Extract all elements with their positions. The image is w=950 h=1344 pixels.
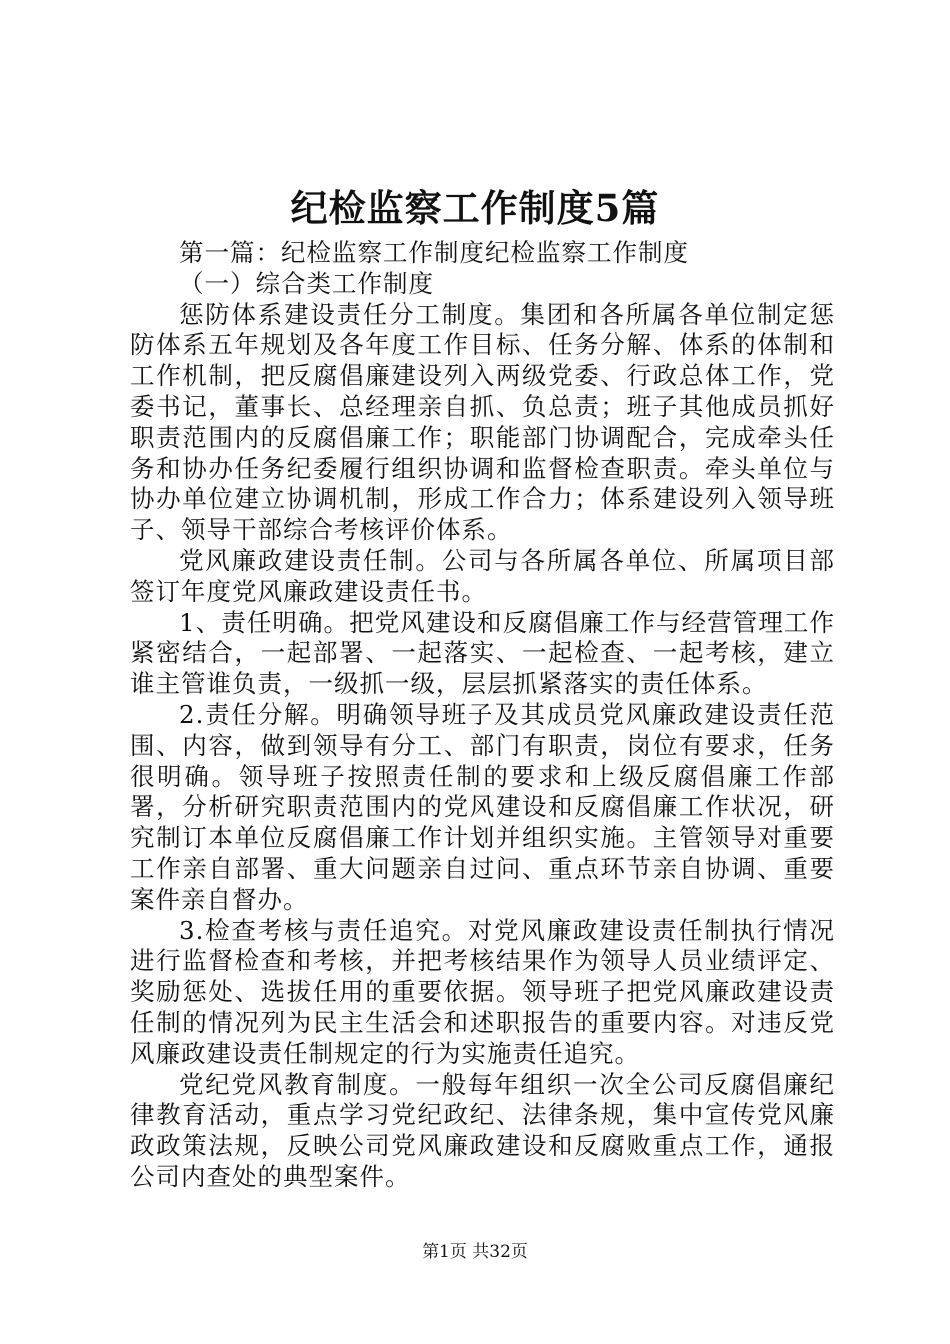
paragraph: 3.检查考核与责任追究。对党风廉政建设责任制执行情况进行监督检查和考核，并把考核结果作为领导人员业绩评定、奖励惩处、选拔任用的重要依据。领导班子把党风廉政建设责任制的情况列为民主生活会和述职报告的重要内容。对违反党风廉政建设责任制规定的行为实施责任追究。 bbox=[130, 915, 835, 1068]
subsection-heading: （一）综合类工作制度 bbox=[179, 268, 434, 298]
document-body bbox=[130, 238, 835, 1193]
paragraph: 惩防体系建设责任分工制度。集团和各所属各单位制定惩防体系五年规划及各年度工作目标、任务分解、体系的体制和工作机制，把反腐倡廉建设列入两级党委、行政总体工作，党委书记，董事长、总经理亲自抓、负总责；班子其他成员抓好职责范围内的反腐倡廉工作；职能部门协调配合，完成牵头任务和协办任务纪委履行组织协调和监督检查职责。牵头单位与协办单位建立协调机制，形成工作合力；体系建设列入领导班子、领导干部综合考核评价体系。 bbox=[130, 299, 835, 545]
section-heading: 第一篇：纪检监察工作制度纪检监察工作制度 bbox=[179, 238, 689, 267]
document-title: 纪检监察工作制度5篇 bbox=[290, 186, 660, 230]
paragraph: 2.责任分解。明确领导班子及其成员党风廉政建设责任范围、内容，做到领导有分工、部门有职责，岗位有要求，任务很明确。领导班子按照责任制的要求和上级反腐倡廉工作部署，分析研究职责范围内的党风建设和反腐倡廉工作状况，研究制订本单位反腐倡廉工作计划并组织实施。主管领导对重要工作亲自部署、重大问题亲自过问、重点环节亲自协调、重要案件亲自督办。 bbox=[130, 699, 835, 914]
paragraph: 1、责任明确。把党风建设和反腐倡廉工作与经营管理工作紧密结合，一起部署、一起落实、一起检查、一起考核，建立谁主管谁负责，一级抓一级，层层抓紧落实的责任体系。 bbox=[130, 607, 835, 699]
paragraph: 党纪党风教育制度。一般每年组织一次全公司反腐倡廉纪律教育活动，重点学习党纪政纪、法律条规，集中宣传党风廉政政策法规，反映公司党风廉政建设和反腐败重点工作，通报公司内查处的典型案件。 bbox=[130, 1069, 835, 1191]
paragraph: 党风廉政建设责任制。公司与各所属各单位、所属项目部签订年度党风廉政建设责任书。 bbox=[130, 545, 835, 606]
page-footer: 第1页 共32页 bbox=[422, 1242, 528, 1262]
